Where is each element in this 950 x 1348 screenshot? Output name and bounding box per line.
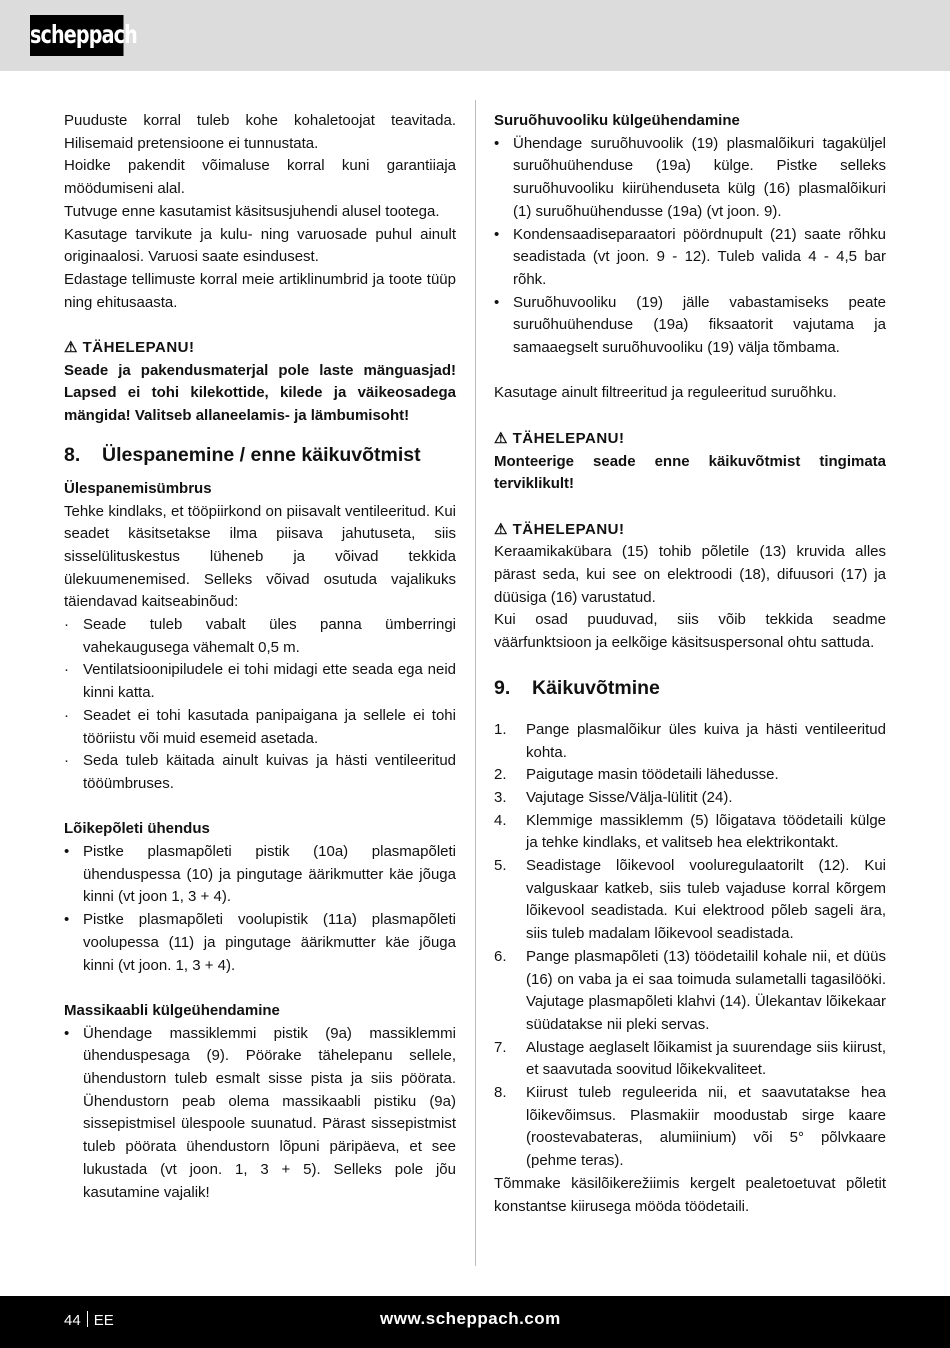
section-number: 9.	[494, 676, 511, 699]
bullet-list	[64, 841, 456, 977]
subheading: Suruõhuvooliku külgeühendamine	[494, 112, 740, 129]
page-number: 44 EE	[64, 1312, 114, 1329]
list-item: 6. Pange plasmapõleti (13) töödetailil kohale nii, et düüs (16) on vaba ja ei saa toimuda sulametalli tagasilööki. Vajutage plasmapõleti klahvi (14). Ülekantav lõikekaar süüdatakse nii pleki servas.	[494, 947, 886, 1033]
section-title: Ülespanemine / enne käikuvõtmist	[102, 443, 421, 466]
section-title: Käikuvõtmine	[532, 676, 660, 699]
bullet-list	[494, 133, 886, 360]
list-item: • Kondensaadiseparaatori pöördnupult (21) saate rõhku seadistada (vt joon. 9 - 12). Tuleb valida 4 - 4,5 bar rõhk.	[494, 225, 886, 288]
paragraph: Edastage tellimuste korral meie artiklinumbrid ja toote tüüp ning ehitusaasta.	[64, 270, 456, 311]
warning-text: Monteerige seade enne käikuvõtmist tingimata terviklikult!	[494, 452, 886, 493]
paragraph: Tutvuge enne kasutamist käsitsusjuhendi alusel tootega.	[64, 202, 440, 220]
subheading: Lõikepõleti ühendus	[64, 820, 210, 838]
list-item: • Suruõhuvooliku (19) jälle vabastamiseks peate suruõhuühenduse (19a) fiksaatorit vajutama ja samaaegselt suruõhuvooliku (19) välja tõmbama.	[494, 293, 886, 357]
warning-title: ⚠ TÄHELEPANU!	[494, 520, 625, 538]
list-item: • Ühendage suruõhuvoolik (19) plasmalõikuri tagaküljel suruõhuühenduse (19a) külge. Pistke selleks suruõhuvooliku kiirühenduseta külg (16) plasmalõikuri (1) suruõhuühendusse (19a) (vt joon. 9).	[494, 134, 886, 220]
section-heading-9	[494, 675, 886, 701]
paragraph: Keraamikakübara (15) tohib põletile (13) kruvida alles pärast seda, kui see on elektroodi (18), difuusori (17) ja düüsiga (16) varustatud.	[494, 543, 886, 606]
paragraph: Kui osad puuduvad, siis võib tekkida seadme väärfunktsioon ja eelkõige käsitsuspersonal ohtu sattuda.	[494, 611, 886, 652]
warning-text: Seade ja pakendusmaterjal pole laste mänguasjad! Lapsed ei tohi kilekottide, kilede ja väikeosadega mängida! Valitseb allaneelamis- ja lämbumisoht!	[64, 361, 456, 425]
subheading: Massikaabli külgeühendamine	[64, 1001, 280, 1019]
left-column	[64, 110, 456, 1204]
paragraph: Tõmmake käsilõikerežiimis kergelt pealetoetuvat põletit konstantse kiirusega mööda töödetaili.	[494, 1174, 886, 1215]
bullet-list	[64, 614, 456, 796]
list-item: 1. Pange plasmalõikur üles kuiva ja hästi ventileeritud kohta.	[494, 720, 886, 761]
right-column	[494, 110, 886, 1218]
list-item: · Seadet ei tohi kasutada panipaigana ja sellele ei tohi tööriistu või muid esemeid asetada.	[64, 706, 456, 747]
list-item: 8. Kiirust tuleb reguleerida nii, et saavutatakse hea lõikevõimsus. Plasmakiir moodustab sirge kaare (roostevabateras, alumiinium) või 5° põlvkaare (pehme teras).	[494, 1084, 886, 1170]
website-link[interactable]: www.scheppach.com	[380, 1309, 561, 1328]
list-item: 5. Seadistage lõikevool vooluregulaatorilt (12). Kui valguskaar katkeb, siis tuleb vajaduse korral kõrgem lõikevool seadistada. Kui elektrood põleb sageli ära, siis tuleb madalam lõikevool seadistada.	[494, 857, 886, 943]
list-item: • Pistke plasmapõleti voolupistik (11a) plasmapõleti voolupessa (11) ja pingutage äärikmutter käe jõuga kinni (vt joon. 1, 3 + 4).	[64, 911, 456, 974]
list-item: · Seda tuleb käitada ainult kuivas ja hästi ventileeritud tööümbruses.	[64, 752, 456, 792]
list-item: 7. Alustage aeglaselt lõikamist ja suurendage siis kiirust, et saavutada soovitud lõikekvaliteet.	[494, 1038, 886, 1079]
paragraph: Tehke kindlaks, et tööpiirkond on piisavalt ventileeritud. Kui seadet käsitsetakse ilma piisava jahutuseta, siis sisselülituskestus lüheneb ja võivad tekkida ülekuumenemised. Selleks võivad osutuda vajalikuks täiendavad kaitseabinõud:	[64, 502, 456, 611]
list-item: · Seade tuleb vabalt üles panna ümberringi vahekaugusega vähemalt 0,5 m.	[64, 616, 456, 656]
bullet-list	[64, 1023, 456, 1205]
page-header	[0, 0, 950, 71]
subheading: Ülespanemisümbrus	[64, 479, 212, 497]
scheppach-logo: scheppach	[30, 15, 124, 56]
list-item: • Ühendage massiklemmi pistik (9a) massiklemmi ühenduspesaga (9). Pöörake tähelepanu sellele, ühendustorn tuleb esmalt sisse pista ja siis pöörata. Ühendustorn peab olema massikaabli pistiku (9a) sissepistmisel ülespoole suunatud. Pärast sissepistmist tuleb pöörata ühendustorn lõpuni päripäeva, et see lukustada (vt joon. 1, 3 + 5). Selleks pole jõu kasutamine vajalik!	[64, 1024, 456, 1201]
paragraph: Puuduste korral tuleb kohe kohaletoojat teavitada. Hilisemaid pretensioone ei tunnustata.	[64, 112, 456, 152]
numbered-list	[494, 719, 886, 1173]
page-footer	[0, 1296, 950, 1348]
section-heading-8	[64, 442, 456, 468]
section-number: 8.	[64, 443, 81, 466]
list-item: • Pistke plasmapõleti pistik (10a) plasmapõleti ühenduspessa (10) ja pingutage äärikmutter käe jõuga kinni (vt joon 1, 3 + 4).	[64, 843, 456, 906]
warning-title: ⚠ TÄHELEPANU!	[64, 339, 195, 357]
column-divider	[475, 100, 476, 1266]
paragraph: Kasutage ainult filtreeritud ja reguleeritud suruõhku.	[494, 384, 837, 402]
list-item: 4. Klemmige massiklemm (5) lõigatava töödetaili külge ja tehke kindlaks, et valitseb hea elektrikontakt.	[494, 811, 886, 852]
paragraph: Hoidke pakendit võimaluse korral kuni garantiiaja möödumiseni alal.	[64, 157, 456, 198]
paragraph: Kasutage tarvikute ja kulu- ning varuosade puhul ainult originaalosi. Varuosi saate esindusest.	[64, 225, 456, 266]
list-item: 3. Vajutage Sisse/Välja-lülitit (24).	[494, 788, 733, 806]
warning-title: ⚠ TÄHELEPANU!	[494, 429, 625, 447]
list-item: 2. Paigutage masin töödetaili lähedusse.	[494, 766, 779, 784]
list-item: · Ventilatsioonipiludele ei tohi midagi ette seada ega neid kinni katta.	[64, 661, 456, 702]
